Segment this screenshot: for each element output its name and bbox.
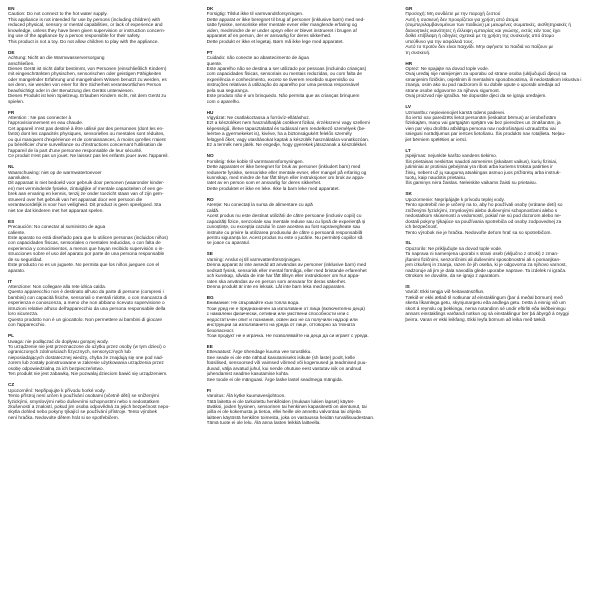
warning-text-line: fants) dont les capacités physiques, sensorielles ou mentales sont réduites, [8, 131, 165, 137]
language-section-is [405, 284, 594, 322]
warning-text-line: caliente. [8, 229, 26, 235]
language-section-nl [8, 164, 197, 213]
warning-text-line: Questo apparecchio non è destinato all'uso da parte di persone (compresi i [8, 289, 164, 295]
warning-text-line: Ovaj proizvod nije igračka. Ne dopustite djeci da se igraju uređajem. [405, 93, 547, 99]
warning-text-line: en) met verminderde fysieke, zintuiglijke of mentale capaciteiten of een ge- [8, 185, 164, 191]
language-section-lv [405, 104, 594, 142]
warning-text-line: ou qui manquent d'expérience et de connaissances, à moins qu'elles n'aient [8, 136, 166, 142]
warning-text-line: tuotų, kaip naudotis prietaisu. [405, 175, 467, 180]
warning-text-line: experiência e conhecimento, exceto se tiverem recebido supervisão ou [206, 76, 355, 82]
warning-text-line: Denna produkt är inte en leksak. Låt inte barn leka med apparaten. [206, 284, 346, 290]
warning-text-line: sniegusi norādījumus par ierīces lietošanu. Šis produkts nav rotaļlieta. Neļau- [405, 131, 566, 137]
warning-text-line: knowledge, unless they have been given supervision or instruction concern- [8, 27, 166, 33]
warning-text-line: Αυτή η συσκευή δεν προορίζεται για χρήση από άτομα [405, 16, 519, 22]
warning-text-line: bambini) con capacità fisiche, sensoriali o mentali ridotte, o con mancanza di [8, 294, 168, 300]
warning-text-line: anschließen. [8, 60, 35, 66]
warning-text-line: Αυτό το προϊόν δεν είναι παιχνίδι. Μην αφήνετε τα παιδιά να παίζουν με [405, 44, 554, 50]
warning-text-line: Ettevaatust: Ärge ühendage kuuma vee torustikku. [206, 349, 312, 355]
warning-text-line: Denna apparat är inte avsedd att användas av personer (inklusive barn) med [206, 262, 367, 268]
warning-text-line: недостатъчен опит и познания, освен ако не са получили надзор или [206, 316, 358, 322]
language-code: RO [206, 196, 214, 202]
warning-text-line: ich bezpečnosť. [405, 224, 439, 230]
column-left [8, 6, 197, 596]
warning-text-line: képességű, illetve tapasztalattal és tudással nem rendelkező személyek (be- [206, 125, 366, 131]
language-section-de [8, 50, 197, 105]
warning-text-line: Tämä tuote ei ole lelu. Älä anna lasten leikkiä laitteella. [206, 420, 321, 426]
warning-text-line: aparato. [8, 267, 26, 273]
warning-text-line: Dette produkt er ikke et legetøj. Børn må ikke lege med apparatet. [206, 38, 344, 44]
warning-text-line: täväksi, joiden fyysinen, sensorinen tai henkinen kapasiteetti on alentunut, tai [206, 403, 367, 409]
warning-text-line: fyzickými, smyslovými nebo duševními schopnostmi nebo s nedostatkem [8, 398, 160, 404]
warning-text-line: cunoștințe, cu excepția cazului în care acestea au fost supravegheate sau [206, 224, 361, 230]
warning-text-line: Este produto não é um brinquedo. Não permita que as crianças brinquem [206, 93, 360, 99]
language-code: DE [8, 49, 15, 55]
warning-text-line: sei denn, sie werden von einer für ihre Sicherheit verantwortlichen Person [8, 82, 162, 88]
language-code: EN [8, 6, 15, 11]
warning-text-line: dostali pokyny týkajúce sa používania spotrebiča od osoby zodpovednej za [405, 218, 562, 224]
warning-text-line: ing use of the appliance by a person responsible for their safety. [8, 33, 141, 39]
warning-text-line: caldă. [206, 207, 220, 213]
warning-text-line: viden, medmindre de er under opsyn eller er blevet instrueret i brugen af [206, 27, 357, 33]
warning-text-line: satte fysiske, sensoriske eller mentale evner eller manglende erfaring og [206, 22, 358, 28]
warning-text-line: Dit apparaat is niet bedoeld voor gebruik door personen (waaronder kinder- [8, 180, 165, 186]
warning-text-line: nedostatkom skúseností a vedomostí, pokiaľ nie sú pod dozorom alebo ne- [405, 213, 562, 219]
language-code: GR [405, 6, 413, 11]
warning-text-line: brek aan ervaring en kennis, tenzij ze onder toezicht staan van of zijn geïn- [8, 191, 164, 197]
warning-text-line: с намалени физически, сетивни или умствени способности или с [206, 311, 349, 317]
language-section-dk [207, 6, 396, 44]
warning-text-line: Precaución: No conectar al suministro de agua [8, 224, 106, 230]
warning-text-line: füüsilised, sensoorsed või vaimsed võimed või kogemused ja teadmised puu- [206, 360, 367, 366]
warning-text-line: reduserte fysiske, sensoriske eller mentale evner, eller mangel på erfaring og [206, 169, 367, 175]
warning-text-line: zkušeností a znalostí, pokud jim osoba odpovědná za jejich bezpečnost nepo- [8, 403, 170, 409]
warning-text-line: Forsigtig: Tilslut ikke til varmvandsforsyningen. [206, 11, 304, 17]
language-section-hr [405, 61, 594, 99]
language-code: IS [405, 284, 410, 290]
language-section-sl [405, 240, 594, 278]
warning-text-line: juhendamist seadme kasutamise kohta. [206, 371, 290, 377]
warning-text-line: Questo prodotto non è un giocattolo. Non permettere ai bambini di giocare [8, 316, 163, 322]
warning-text-line: Ezt a készüléket nem használhatják csökkent fizikai, érzékszervi vagy szellemi [206, 120, 370, 126]
language-code: SL [405, 240, 412, 246]
warning-text-line: Dieses Gerät ist nicht dafür bestimmt, von Personen (einschließlich Kindern) [8, 65, 167, 71]
language-code: LT [405, 147, 411, 153]
warning-text-line: Ten produkt nie jest zabawką. Nie pozwalaj dzieciom bawić się urządzeniem. [8, 371, 168, 377]
warning-text-line: Uwaga: nie podłączać do dopływu gorącej wody. [8, 338, 109, 344]
warning-text-line: See seade ei ole ette nähtud kasutamiseks isikute (sh laste) poolt, kelle [206, 354, 355, 360]
warning-text-line: oder mangelnder Erfahrung und mangelndem Wissen benutzt zu werden, es [8, 76, 167, 82]
warning-text-line: strane osobe odgovorne za njihovu sigurnost. [405, 87, 500, 93]
language-section-pl [8, 333, 197, 377]
warning-text-line: Otrokom ne dovolite, da se igrajo z aparatom. [405, 273, 501, 279]
warning-text-line: nedsatt fysisk, sensorisk eller mental förmåga, eller med bristande erfarenhet [206, 267, 367, 273]
warning-text-line: mit eingeschränkten physischen, sensorischen oder geistigen Fähigkeiten [8, 71, 162, 77]
warning-text-line: Caution: Do not connect to the hot water supply. [8, 11, 108, 17]
warning-text-line: capacități fizice, senzoriale sau mentale reduse sau cu lipsă de experiență și [206, 218, 366, 224]
warning-text-line: raten ska användas av en person som ansvarar för deras säkerhet. [206, 278, 347, 284]
warning-text-line: Ta naprava ni namenjena uporabi s strani oseb (vključno z otroki) z zman- [405, 251, 559, 257]
language-code: BG [206, 294, 214, 300]
warning-text-line: This appliance is not intended for use by persons (including children) with [8, 16, 161, 22]
warning-text-line: pentru siguranța lor. Acest produs nu este o jucărie. Nu permiteți copiilor să [206, 234, 363, 240]
language-section-bg [207, 295, 396, 339]
language-code: NO [206, 153, 214, 159]
warning-text-line: istruzioni relative all'uso dell'apparecchio da una persona responsabile della [8, 305, 166, 311]
warning-text-line: Ovaj uređaj nije namijenjen za uporabu od strane osoba (uključujući djecu) sa [405, 71, 567, 77]
language-section-ee [207, 344, 396, 382]
warning-text-line: jutiminiai ar protiniai gebėjimai yra riboti arba kuriems trūksta patirties ir [405, 164, 553, 170]
language-section-sk [405, 191, 594, 235]
warning-text-line: leértve a gyermekeket is), kivéve, ha a biztonságukért felelős személy [206, 131, 352, 137]
warning-text-line: spielen. [8, 98, 25, 104]
warning-text-line: Oprez: Ne spajajte na dovod tople vode. [405, 65, 489, 71]
warning-text-line: instruções relativas à utilização do aparelho por uma pessoa responsável [206, 82, 360, 88]
warning-text-line: com o aparelho. [206, 98, 241, 104]
column-right [405, 6, 594, 596]
warning-text-line: smanjenim fizičkim, osjetilnim ili mentalnim sposobnostima, ili nedostatkom iskustva i [405, 76, 582, 82]
warning-text-line: kunnskap, med mindre de har fått tilsyn eller instruksjoner om bruk av appa- [206, 175, 365, 180]
language-section-fr [8, 110, 197, 159]
language-code: CZ [8, 382, 15, 388]
warning-text-line: annars einstaklings varðandi notkun og sá einstaklingur ber þá ábyrgð á öryggi [405, 311, 569, 317]
language-section-no [207, 153, 396, 191]
warning-text-line: To urządzenie nie jest przeznaczone do użytku przez osoby (w tym dzieci) o [8, 344, 166, 349]
warning-text-line: žinių, nebent už jų saugumą atsakingas asmuo juos prižiūrėtų arba instruk- [405, 169, 561, 175]
warning-text-line: Tätä laitetta ei ole tarkoitettu henkilöiden (mukaan lukien lapset) käytet- [206, 398, 355, 404]
warning-text-line: strucciones sobre el uso del aparato por parte de una persona responsable [8, 251, 165, 257]
warning-text-line: och kunskap, såvida de inte har fått tillsyn eller instruktioner om hur appa- [206, 273, 360, 279]
warning-text-line: ograniczonych zdolnościach fizycznych, sensorycznych lub [8, 349, 131, 355]
warning-text-line: loro sicurezza. [8, 311, 39, 317]
warning-text-line: (συμπεριλαμβανομένων των παιδιών) με μειωμένες σωματικές, αισθητηριακές ή [405, 22, 571, 28]
warning-text-line: de su seguridad. [8, 256, 43, 262]
language-section-pt [207, 50, 396, 105]
warning-text-line: δοθεί επίβλεψη ή οδηγίες σχετικά με τη χρήση της συσκευής από άτομο [405, 33, 554, 39]
warning-text-line: jšanimi fizičnimi, senzoričnimi ali duševnimi sposobnostmi ali s pomanjkan- [405, 256, 561, 262]
warning-text-line: Uzmanību: nepievienojiet karstā ūdens padevei. [405, 109, 506, 115]
language-code: SK [405, 191, 412, 197]
warning-text-line: osobę odpowiedzialną za ich bezpieczeństwo. [8, 365, 104, 371]
warning-text-line: Dette produktet er ikke en leke. Ikke la barn leke med apparatet. [206, 185, 340, 191]
warning-text-line: esperienza e conoscenza, a meno che non abbiano ricevuto supervisione o [8, 300, 165, 306]
warning-text-line: Achtung: Nicht an die Warmwasserversorgung [8, 55, 105, 61]
column-middle [207, 6, 396, 596]
language-code: EE [206, 343, 213, 349]
warning-text-line: Dette apparat er ikke beregnet til brug af personer (inklusive børn) med ned- [206, 16, 365, 22]
warning-text-line: Този продукт не е играчка. Не позволявайте на деца да си играят с уреда. [206, 333, 369, 339]
warning-text-line: Varúð: Ekki tengja við heitavatnsöflun. [405, 289, 485, 295]
language-code: SE [206, 251, 213, 257]
warning-text-line: Attention : Ne pas connecter à [8, 115, 72, 121]
language-code: IT [8, 278, 13, 284]
language-section-hu [207, 110, 396, 148]
warning-text-line: Este aparato no está diseñado para que lo utilicen personas (incluidos niños) [8, 234, 168, 240]
language-section-fi [207, 388, 396, 426]
warning-text-line: This product is not a toy. Do not allow children to play with the appliance. [8, 38, 159, 44]
language-section-cz [8, 382, 197, 420]
warning-text-line: Šis prietaisas neskirtas naudoti asmenims (įskaitant vaikus), kurių fiziniai, [405, 158, 558, 164]
warning-text-line: Este producto no es un juguete. No permita que los niños jueguen con el [8, 262, 160, 268]
warning-text-line: pela sua segurança. [206, 87, 249, 93]
warning-text-line: See toode ei ole mänguasi. Ärge laske lastel seadmega mängida. [206, 376, 343, 382]
warning-text-line: duvad, välja arvatud juhul, kui nende ohutuse eest vastutav isik on andnud [206, 365, 362, 371]
warning-text-line: instruite cu privire la utilizarea produsului de către o persoană responsabilă [206, 229, 363, 235]
warning-text-line: Šis gaminys nėra žaislas. Neleiskite vaikams žaisti su prietaisu. [405, 180, 537, 186]
warning-text-line: Внимание: Не свързвайте към топла вода. [206, 300, 300, 306]
warning-text-line: τη συσκευή. [405, 49, 431, 55]
warning-text-line: skytla dohled nebo pokyny týkající se používání přístroje. Tento výrobek [8, 409, 157, 415]
warning-text-line: skort á reynslu og þekkingu, nema notandinn sé undir eftirliti eða leiðbeiningu [405, 305, 566, 311]
warning-text-line: Upozornenie: Nepripájajte k prívodu teplej vody. [405, 196, 505, 202]
warning-text-line: Varning: Anslut ej till varmvattenförsörjningen. [206, 256, 302, 262]
warning-text-line: Προσοχή: Μη συνδέετε με την παροχή ζεστού [405, 11, 501, 17]
language-section-it [8, 279, 197, 328]
warning-text-line: Upozornění: Nepřipojujte k přívodu horké vody. [8, 387, 106, 393]
warning-text-line: jem izkušenj in znanja, razen če jih oseba, ki je odgovorna za njihovo varnost, [405, 262, 567, 268]
warning-text-line: se joace cu aparatul. [206, 240, 250, 246]
warning-text-line: Įspėjimas: nejunkite karšto vandens tiekimo. [405, 153, 498, 159]
warning-text-line: υπεύθυνο για την ασφάλειά τους. [405, 38, 475, 44]
warning-text-line: com capacidades físicas, sensoriais ou mentais reduzidas, ou com falta de [206, 71, 362, 77]
warning-text-line: безопасност. [206, 327, 235, 333]
warning-text-line: Tento spotrebič nie je určený na to, aby ho používali osoby (vrátane detí) so [405, 202, 563, 208]
warning-text-line: Este aparelho não se destina a ser utilizado por pessoas (incluindo crianças) [206, 65, 367, 71]
language-code: HU [206, 109, 214, 115]
warning-text-line: Attenzione: Non collegare alla rete idrica calda. [8, 284, 106, 290]
language-code: LV [405, 104, 411, 110]
warning-text-line: znanja, osim ako su pod nadzorom ili su dobile upute o uporabi uređaja od [405, 82, 560, 88]
language-section-en [8, 6, 197, 44]
warning-text-line: felügyeli őket, vagy utasításokat kaptak a készülék használatára vonatkozóan. [206, 136, 370, 142]
language-code: HR [405, 60, 413, 66]
warning-text-line: Tento přístroj není určen k používání osobami (včetně dětí) se sníženými [8, 393, 159, 399]
warning-text-line: quente. [206, 60, 223, 66]
warning-text-line: Varoitus: Älä kytke kuumavesijohtoon. [206, 393, 286, 399]
warning-text-line: verantwoordelijk is voor hun veiligheid. Dit product is geen speelgoed. Sta [8, 202, 162, 208]
warning-text-line: vien par viņu drošību atbildīga persona nav nodrošinājusi uzraudzību vai [405, 125, 556, 131]
language-code: ES [8, 218, 15, 224]
warning-text-line: Cet appareil n'est pas destiné à être utilisé par des personnes (dont les en- [8, 125, 164, 131]
language-code: FI [206, 387, 211, 393]
warning-text-line: инструкции за използването на уреда от лице, отговорно за тяхната [206, 322, 355, 328]
warning-text-line: Atenție: Nu conectați la sursa de alimentare cu apă [206, 202, 313, 208]
warning-text-line: Forsiktig: Ikke koble til varmtvannsforsyningen. [206, 158, 304, 164]
warning-text-line: apparatet af en person, der er ansvarlig for deres sikkerhed. [206, 33, 332, 39]
language-section-lt [405, 148, 594, 186]
warning-text-line: Ez a termék nem játék. Ne engedje, hogy gyerekek játsszanak a készülékkel. [206, 142, 368, 148]
warning-text-line: con l'apparecchio. [8, 322, 46, 328]
warning-text-line: experiencia y conocimientos, a menos que hayan recibido supervisión o in- [8, 245, 164, 251]
warning-text-line: nieposiadających dostatecznej wiedzy, chyba że znajdują się one pod nad- [8, 354, 164, 360]
warning-text-line: Šo ierīci nav paredzēts lietot personām (ieskaitot bērnus) ar ierobežotām [405, 115, 557, 121]
warning-text-line: Dette apparatet er ikke beregnet for bruk av personer (inkludert barn) med [206, 164, 361, 170]
language-code: FR [8, 109, 15, 115]
warning-text-line: zorem lub zostały poinstruowane w zakresie użytkowania urządzenia przez [8, 360, 164, 366]
warning-text-line: Waarschuwing: niet op de warmwatertoevoer [8, 169, 102, 175]
warning-text-line: reduced physical, sensory or mental capabilities, or lack of experience and [8, 22, 163, 28]
language-code: DK [206, 6, 214, 11]
warning-text-line: Vigyázat: Ne csatlakoztassa a forróvíz-ellátáshoz. [206, 115, 311, 121]
warning-text-line: pu bénéficier d'une surveillance ou d'instructions concernant l'utilisation de [8, 142, 163, 148]
warning-text-line: l'appareil de la part d'une personne responsable de leur sécurité. [8, 147, 143, 153]
warning-text-line: Dieses Produkt ist kein Spielzeug. Erlauben Kindern nicht, mit dem Gerät zu [8, 93, 167, 99]
warning-text-line: Opozorilo: Ne priključujte na dovod tople vode. [405, 245, 503, 251]
warning-text-line: Ce produit n'est pas un jouet. Ne laissez pas les enfants jouer avec l'appareil. [8, 153, 169, 159]
language-section-es [8, 219, 197, 274]
warning-text-line: nadzoruje ali jim je dala navodila glede uporabe naprave. Ta izdelek ni igrača. [405, 267, 567, 273]
language-section-ro [207, 197, 396, 246]
language-section-gr [405, 6, 594, 55]
warning-text-line: þeirra. Varan er ekki leikfang. Ekki leyfa börnum að leika með tækið. [405, 316, 547, 322]
warning-text-line: niet toe dat kinderen met het apparaat spelen. [8, 207, 104, 213]
warning-text-line: aansluiten. [8, 175, 31, 180]
warning-text-line: strueerd over het gebruik van het apparaat door een persoon die [8, 196, 143, 202]
warning-text-line: Tento výrobok nie je hračka. Nedovoľte deťom hrať sa so spotrebičom. [405, 229, 552, 235]
language-code: NL [8, 164, 15, 170]
language-section-se [207, 251, 396, 289]
language-code: PT [206, 49, 213, 55]
language-code: PL [8, 333, 14, 339]
warning-text-line: jiet bērniem spēlēties ar ierīci. [405, 136, 468, 142]
warning-text-line: con capacidades físicas, sensoriales o mentales reducidas, o con falta de [8, 240, 161, 246]
warning-text-line: není hračka. Nedovolte dětem hrát si se spotřebičem. [8, 414, 119, 420]
warning-text-line: laitteen käytöstä henkilön toimesta, joka on vastuussa heidän turvallisuudestaan. [206, 414, 375, 420]
warning-text-line: Този уред не е предназначен за използване от лица (включително деца) [206, 305, 365, 311]
warning-text-line: beaufsichtigt oder in der Benutzung des Geräts unterwiesen. [8, 87, 134, 93]
warning-text-line: joilla ei ole kokemusta ja tietoa, ellei heille ole annettu valvontaa tai ohjeita [206, 409, 361, 415]
warning-text-line: fiziskajām, maņu vai garīgajām spējām vai bez pieredzes un zināšanām, ja [405, 120, 561, 126]
warning-text-line: Acest produs nu este destinat utilizării de către persoane (inclusiv copii) cu [206, 213, 362, 219]
warning-text-line: skerta líkamlega getu, skynjunargetu eða andlega getu. Þetta á einnig við um [405, 300, 566, 306]
warning-text-line: διανοητικές ικανότητες ή έλλειψη εμπειρίας και γνώσης, εκτός εάν τους έχει [405, 27, 561, 33]
warning-text-line: l'approvisionnement en eau chaude. [8, 120, 84, 126]
warning-text-line: Tækið er ekki ætlað til notkunar af einstaklingum (þar á meðal börnum) með [405, 294, 563, 300]
warning-text-line: Cuidado: não conecte ao abastecimento de água [206, 55, 309, 61]
warning-text-line: ratet av en person som er ansvarlig for deres sikkerhet. [206, 180, 322, 186]
warning-text-line: zníženými fyzickými, zmyslovými alebo duševnými schopnosťami alebo s [405, 207, 558, 213]
